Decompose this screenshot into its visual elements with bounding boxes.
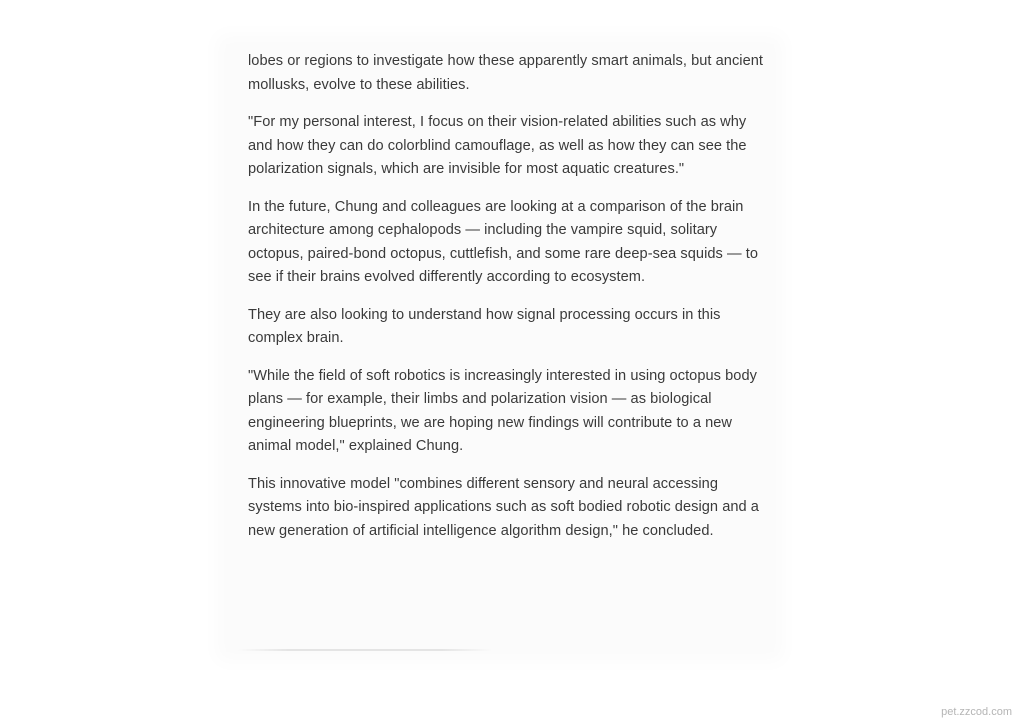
- watermark: pet.zzcod.com: [941, 706, 1012, 718]
- article-paragraph-4: They are also looking to understand how signal processing occurs in this complex brain.: [248, 306, 721, 346]
- article-paragraph-3: In the future, Chung and colleagues are looking at a comparison of the brain architecture among cephalopods — including the vampire squid, solitary octopus, paired-bond octopus, cuttlefish, and some rare deep-sea squids — to see if their brains evolved differently according to ecosystem.: [248, 198, 759, 285]
- article-paragraph-6: This innovative model "combines different sensory and neural accessing systems into bio-inspired applications such as soft bodied robotic design and a new generation of artificial intelligence algorithm design," he concluded.: [248, 475, 759, 539]
- article-paragraph-2: "For my personal interest, I focus on their vision-related abilities such as why and how they can do colorblind camouflage, as well as how they can see the polarization signals, which are invisible for most aquatic creatures.": [248, 114, 747, 177]
- article-paragraph-1: lobes or regions to investigate how these apparently smart animals, but ancient mollusks, evolve to these abilities.: [248, 53, 764, 93]
- article-body: [248, 50, 768, 543]
- article-paragraph-5: "While the field of soft robotics is increasingly interested in using octopus body plans — for example, their limbs and polarization vision — as biological engineering blueprints, we are hoping new findings will contribute to a new animal model," explained Chung.: [248, 367, 757, 454]
- faded-divider: [238, 649, 492, 651]
